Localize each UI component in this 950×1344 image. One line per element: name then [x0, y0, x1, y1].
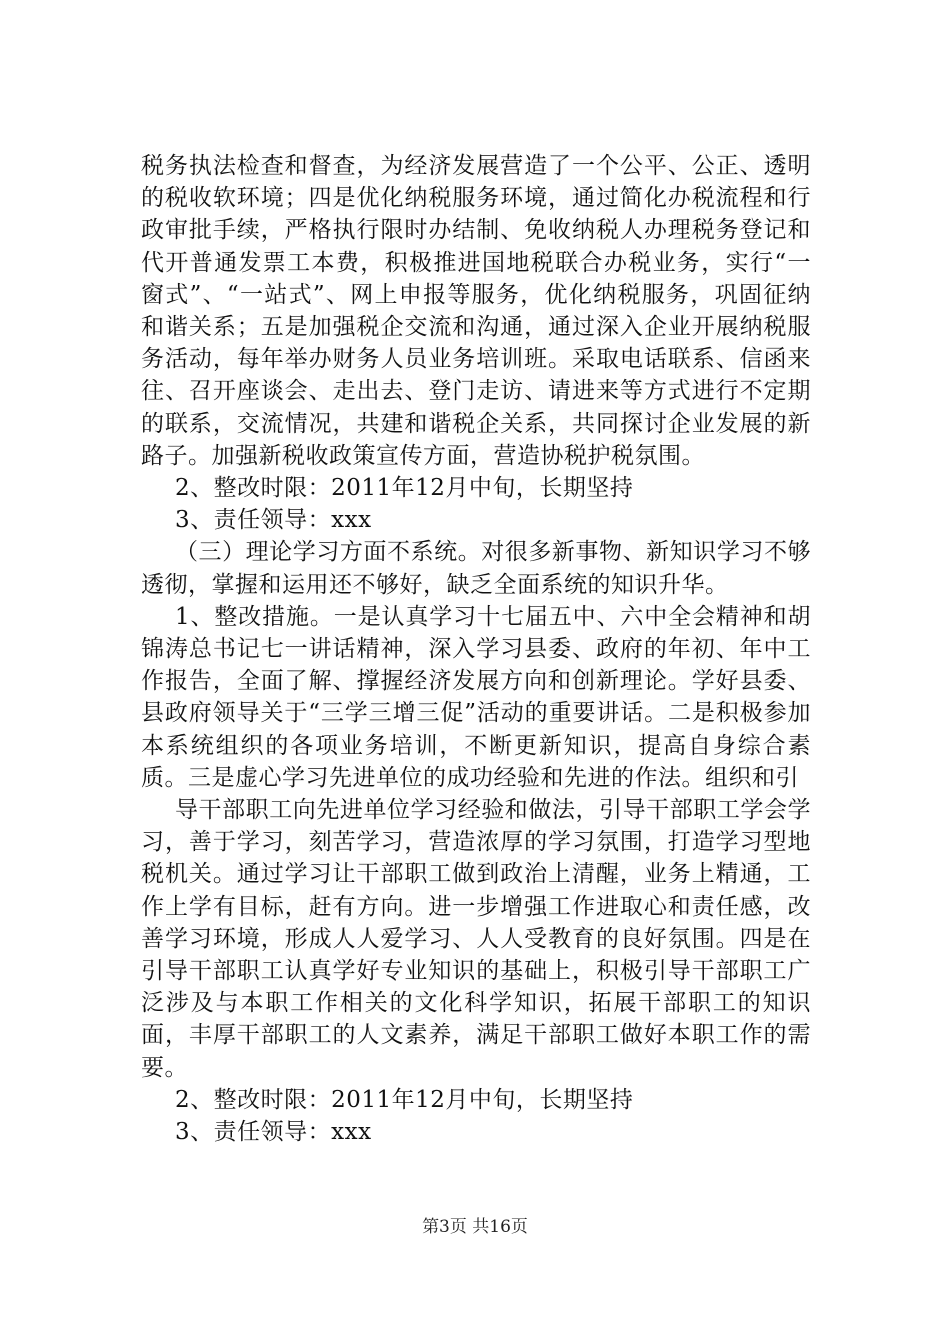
- paragraph-deadline-1: 2、整改时限：2011年12月中旬，长期坚持: [175, 475, 634, 502]
- paragraph-section-three-heading: （三）理论学习方面不系统。对很多新事物、新知识学习不够透彻，掌握和运用还不够好，缺乏全面系统的知识升华。: [141, 539, 811, 598]
- paragraph-tax-environment: 税务执法检查和督查，为经济发展营造了一个公平、公正、透明的税收软环境；四是优化纳税服务环境，通过简化办税流程和行政审批手续，严格执行限时办结制、免收纳税人办理税务登记和代开普通发票工本费，积极推进国地税联合办税业务，实行“一窗式”、“一站式”、网上申报等服务，优化纳税服务，巩固征纳和谐关系；五是加强税企交流和沟通，通过深入企业开展纳税服务活动，每年举办财务人员业务培训班。采取电话联系、信函来往、召开座谈会、走出去、登门走访、请进来等方式进行不定期的联系，交流情况，共建和谐税企关系，共同探讨企业发展的新路子。加强新税收政策宣传方面，营造协税护税氛围。: [141, 153, 811, 469]
- paragraph-measures-continued: 导干部职工向先进单位学习经验和做法，引导干部职工学会学习，善于学习，刻苦学习，营造浓厚的学习氛围，打造学习型地税机关。通过学习让干部职工做到政治上清醒，业务上精通，工作上学有目标，赶有方向。进一步增强工作进取心和责任感，改善学习环境，形成人人爱学习、人人受教育的良好氛围。四是在引导干部职工认真学好专业知识的基础上，积极引导干部职工广泛涉及与本职工作相关的文化科学知识，拓展干部职工的知识面，丰厚干部职工的人文素养，满足干部职工做好本职工作的需要。: [141, 797, 811, 1081]
- paragraph-leader-2: 3、责任领导：xxx: [175, 1119, 372, 1146]
- document-body: [141, 150, 811, 1148]
- paragraph-leader-1: 3、责任领导：xxx: [175, 507, 372, 534]
- paragraph-measures-1: 1、整改措施。一是认真学习十七届五中、六中全会精神和胡锦涛总书记七一讲话精神，深入学习县委、政府的年初、年中工作报告，全面了解、撑握经济发展方向和创新理论。学好县委、县政府领导关于“三学三增三促”活动的重要讲话。二是积极参加本系统组织的各项业务培训，不断更新知识，提高自身综合素质。三是虚心学习先进单位的成功经验和先进的作法。组织和引: [141, 603, 811, 791]
- paragraph-deadline-2: 2、整改时限：2011年12月中旬，长期坚持: [175, 1086, 634, 1113]
- page-number-footer: 第3页 共16页: [422, 1217, 528, 1237]
